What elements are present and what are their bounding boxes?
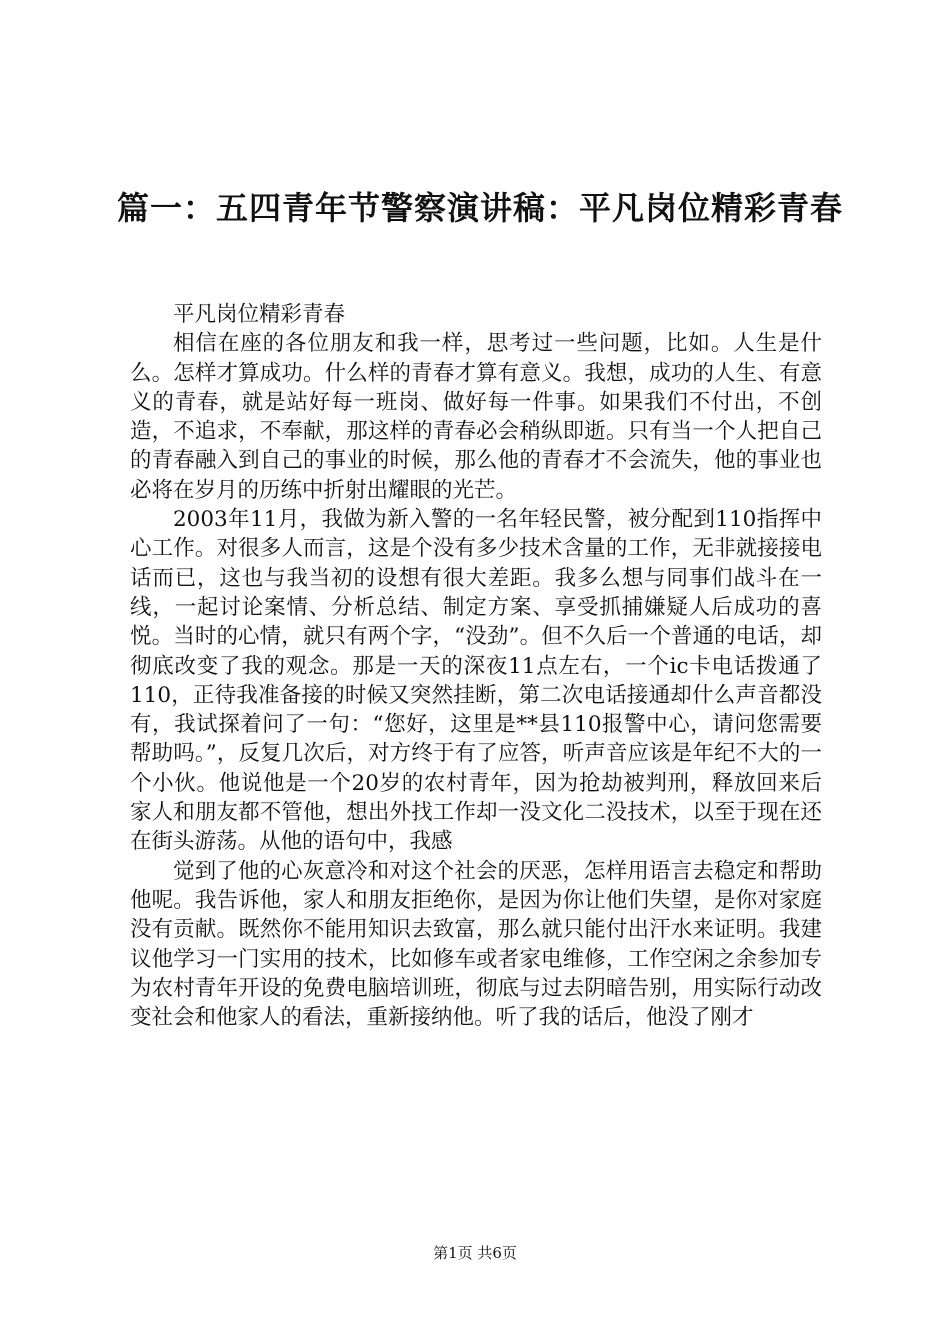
document-body	[130, 300, 822, 1032]
paragraph-subtitle: 平凡岗位精彩青春	[173, 302, 346, 327]
paragraph: 觉到了他的心灰意冷和对这个社会的厌恶，怎样用语言去稳定和帮助他呢。我告诉他，家人和朋友拒绝你，是因为你让他们失望，是你对家庭没有贡献。既然你不能用知识去致富，那么就只能付出汗水来证明。我建议他学习一门实用的技术，比如修车或者家电维修，工作空闲之余参加专为农村青年开设的免费电脑培训班，彻底与过去阴暗告别，用实际行动改变社会和他家人的看法，重新接纳他。听了我的话后，他没了刚才	[130, 858, 822, 1031]
page-footer: 第1页 共6页	[433, 1244, 517, 1262]
paragraph: 2003年11月，我做为新入警的一名年轻民警，被分配到110指挥中心工作。对很多人而言，这是个没有多少技术含量的工作，无非就接接电话而已，这也与我当初的设想有很大差距。我多么想与同事们战斗在一线，一起讨论案情、分析总结、制定方案、享受抓捕嫌疑人后成功的喜悦。当时的心情，就只有两个字，“没劲”。但不久后一个普通的电话，却彻底改变了我的观念。那是一天的深夜11点左右，一个ic卡电话拨通了110，正待我准备接的时候又突然挂断，第二次电话接通却什么声音都没有，我试探着问了一句：“您好，这里是**县110报警中心，请问您需要帮助吗。”，反复几次后，对方终于有了应答，听声音应该是年纪不大的一个小伙。他说他是一个20岁的农村青年，因为抢劫被判刑，释放回来后家人和朋友都不管他，想出外找工作却一没文化二没技术，以至于现在还在街头游荡。从他的语句中，我感	[130, 507, 822, 855]
document-title: 篇一：五四青年节警察演讲稿：平凡岗位精彩青春	[116, 189, 843, 227]
paragraph: 相信在座的各位朋友和我一样，思考过一些问题，比如。人生是什么。怎样才算成功。什么样的青春才算有意义。我想，成功的人生、有意义的青春，就是站好每一班岗、做好每一件事。如果我们不付出，不创造，不追求，不奉献，那这样的青春必会稍纵即逝。只有当一个人把自己的青春融入到自己的事业的时候，那么他的青春才不会流失，他的事业也必将在岁月的历练中折射出耀眼的光芒。	[130, 331, 822, 503]
